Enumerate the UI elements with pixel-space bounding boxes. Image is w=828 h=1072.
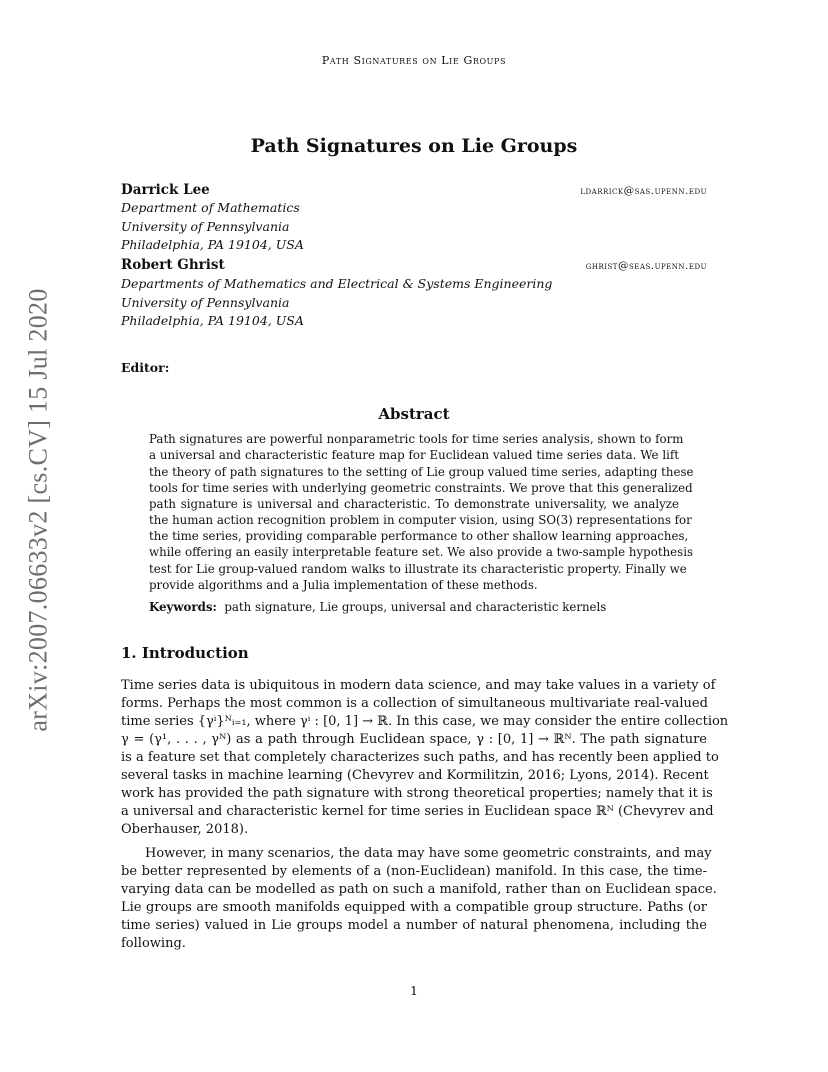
abstract-line: path signature is universal and characteristic. To demonstrate universality, we analyze [149,497,679,511]
abstract-line: tools for time series with underlying geometric constraints. We prove that this generalized [149,481,693,495]
abstract-heading: Abstract [378,405,450,423]
body-line: a universal and characteristic kernel for time series in Euclidean space ℝᴺ (Chevyrev and [121,804,714,819]
abstract-line: Path signatures are powerful nonparametric tools for time series analysis, shown to form [149,432,684,446]
body-line: forms. Perhaps the most common is a collection of simultaneous multivariate real-valued [121,696,708,711]
keywords [149,600,606,614]
body-line: Lie groups are smooth manifolds equipped with a compatible group structure. Paths (or [121,900,707,915]
body-line: time series) valued in Lie groups model a number of natural phenomena, including the [121,918,707,933]
paper-title: Path Signatures on Lie Groups [250,135,578,157]
author-email-1[interactable]: ldarrick@sas.upenn.edu [580,185,707,197]
abstract-line: a universal and characteristic feature map for Euclidean valued time series data. We lift [149,448,679,462]
affiliation-line: University of Pennsylvania [121,218,290,234]
body-line: following. [121,936,186,951]
arxiv-identifier [20,288,58,732]
body-line: is a feature set that completely characterizes such paths, and has recently been applied to [121,750,719,765]
abstract-line: the time series, providing comparable performance to other shallow learning approaches, [149,529,689,543]
body-line: γ = (γ¹, . . . , γᴺ) as a path through Euclidean space, γ : [0, 1] → ℝᴺ. The path signature [121,732,707,747]
arxiv-identifier-text: arXiv:2007.06633v2 [cs.CV] 15 Jul 2020 [24,288,54,732]
author-affiliation-2 [121,275,552,331]
author-affiliation-1 [121,199,304,255]
affiliation-line: Department of Mathematics [121,200,300,215]
body-line: time series {γⁱ}ᴺᵢ₌₁, where γⁱ : [0, 1] → ℝ. In this case, we may consider the entire collection [121,714,729,729]
author-name-1: Darrick Lee [121,182,210,198]
author-name-2: Robert Ghrist [121,257,225,273]
affiliation-line: Departments of Mathematics and Electrical & Systems Engineering [121,276,553,291]
abstract-line: while offering an easily interpretable feature set. We also provide a two-sample hypothesis [149,545,694,559]
affiliation-line: Philadelphia, PA 19104, USA [121,237,304,253]
editor-label: Editor: [121,360,170,375]
abstract-line: the human action recognition problem in computer vision, using SO(3) representations for [149,513,692,527]
body-line: several tasks in machine learning (Chevyrev and Kormilitzin, 2016; Lyons, 2014). Recent [121,768,709,783]
body-line: work has provided the path signature with strong theoretical properties; namely that it is [121,786,713,801]
abstract-line: test for Lie group-valued random walks to illustrate its characteristic property. Finally we [149,562,687,576]
running-head: Path Signatures on Lie Groups [321,54,507,67]
body-line: varying data can be modelled as path on such a manifold, rather than on Euclidean space. [121,882,717,897]
author-email-2[interactable]: ghrist@seas.upenn.edu [585,260,707,272]
affiliation-line: Philadelphia, PA 19104, USA [121,313,304,329]
body-line: Oberhauser, 2018). [121,822,249,837]
keywords-text: path signature, Lie groups, universal and characteristic kernels [224,600,607,614]
abstract-line: the theory of path signatures to the setting of Lie group valued time series, adapting these [149,465,694,479]
body-line: However, in many scenarios, the data may have some geometric constraints, and may [145,846,712,861]
abstract-line: provide algorithms and a Julia implementation of these methods. [149,578,538,592]
body-line: Time series data is ubiquitous in modern data science, and may take values in a variety of [121,678,716,693]
keywords-label: Keywords: [149,600,217,614]
page-number: 1 [410,983,418,998]
affiliation-line: University of Pennsylvania [121,294,290,310]
section-heading: 1. Introduction [121,644,249,662]
body-line: be better represented by elements of a (non-Euclidean) manifold. In this case, the time- [121,864,707,879]
